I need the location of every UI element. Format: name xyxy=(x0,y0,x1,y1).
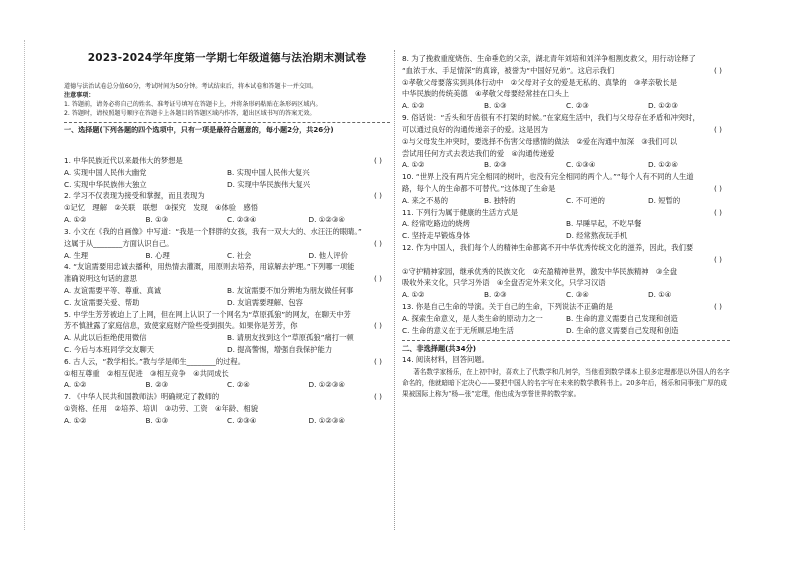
option-a: A. ①② xyxy=(64,380,87,390)
question xyxy=(402,207,730,242)
options xyxy=(402,313,730,337)
question-text: 6. 古人云，“教学相长。”教与学是师生________的过程。 xyxy=(64,356,246,366)
exam-notice xyxy=(64,82,390,135)
options xyxy=(64,214,390,226)
option-b: B. 独特的 xyxy=(484,195,516,205)
left-column xyxy=(64,155,390,427)
option-b: B. 早睡早起，不吃早餐 xyxy=(566,219,642,229)
option-c: C. 今后与本班同学交友聊天 xyxy=(64,345,154,354)
question-text: 路，每个人的生命都不可替代。”这体现了生命是 xyxy=(402,183,556,193)
option-a: A. 从此以后拒绝使用微信 xyxy=(64,333,147,343)
option-a: A. ①② xyxy=(64,215,87,225)
option-d: D. 他人评价 xyxy=(308,250,348,260)
options xyxy=(64,167,390,191)
option-c: C. 实现中华民族伟大独立 xyxy=(64,179,147,189)
option-a: A. 生理 xyxy=(64,250,89,260)
question-text: 这属于从________方面认识自己。 xyxy=(64,238,174,248)
question-stem: 10. “世界上没有两片完全相同的树叶，也没有完全相同的两个人。”“每个人有不同的人生道 xyxy=(402,172,694,182)
option-d: D. ①②③④ xyxy=(308,380,345,390)
divider xyxy=(64,122,390,123)
question-stem-cont xyxy=(64,320,390,332)
question-text: 11. 下列行为属于健康的生活方式是 xyxy=(402,207,519,217)
question-stem xyxy=(64,155,390,167)
divider xyxy=(402,340,730,341)
question xyxy=(64,190,390,225)
option-c: C. ①③④ xyxy=(566,160,596,170)
option-b: B. 友谊需要不加分辨地为朋友做任何事 xyxy=(227,285,354,295)
answer-paren: ( ) xyxy=(373,392,382,402)
option-a: A. ①② xyxy=(402,290,425,300)
option-c: C. ③④ xyxy=(566,290,589,300)
statement-list: ①孝敬父母要落实到具体行动中 ②父母对子女的爱是无私的、真挚的 ③孝亲敬长是 xyxy=(402,77,678,87)
statement-list: ①资格、任用 ②培养、培训 ③功劳、工资 ④年龄、相貌 xyxy=(64,404,258,414)
statement-list: ①与父母发生冲突时，要选择不伤害父母感情的做法 ②爱在沟通中加深 ③我们可以 xyxy=(402,136,678,146)
option-a: A. 来之不易的 xyxy=(402,195,448,205)
question-stem: 9. 俗话说：“舌头和牙齿很有不打架的时候。”在家庭生活中，我们与父母存在矛盾和冲突时， xyxy=(402,113,700,123)
question xyxy=(402,301,730,336)
option-b: B. ②③ xyxy=(145,380,169,390)
answer-paren: ( ) xyxy=(713,207,722,217)
answer-paren: ( ) xyxy=(713,124,722,134)
question-stem: 5. 中学生芳芳被迫上了上网，但在网上认识了一个网名为“草原孤狼”的网友，在聊天中芳 xyxy=(64,309,351,319)
options xyxy=(64,415,390,427)
question-stem xyxy=(64,356,390,368)
question xyxy=(64,356,390,391)
question-text: “血浓于水、手足情深”的真谛，被誉为“中国好兄弟”。这启示我们 xyxy=(402,65,615,75)
question-stem: 8. 为了挽救重度烧伤、生命垂危的父亲，湖北青年刘培和刘洋争相割皮救父，用行动诠释了 xyxy=(402,54,696,63)
option-d: D. ①②③ xyxy=(648,101,678,111)
section-choice-heading: 一、选择题(下列各题的四个选项中，只有一项是最符合题意的，每小题2分，共26分) xyxy=(64,124,334,134)
option-a: A. ①② xyxy=(64,415,87,425)
answer-paren: ( ) xyxy=(713,254,722,264)
answer-paren: ( ) xyxy=(373,238,382,248)
question-text: 芳不慎泄露了家庭信息，致使家庭财产险些受到损失。如果你是芳芳，你 xyxy=(64,321,298,331)
answer-paren: ( ) xyxy=(713,65,722,75)
option-a: A. 实现中国人民伟大幽党 xyxy=(64,167,147,177)
right-column xyxy=(402,53,730,401)
answer-paren: ( ) xyxy=(373,356,382,366)
notice-item: 1. 答题前，请务必将自己的姓名、准考证号填写在答题卡上，并将条形码粘贴在条形码区域内。 xyxy=(64,101,322,109)
option-d: D. 短暂的 xyxy=(648,195,681,205)
question-text: 准确说明这句话的意思 xyxy=(64,274,137,284)
answer-paren: ( ) xyxy=(373,274,382,284)
options xyxy=(402,218,730,242)
options xyxy=(402,195,730,207)
question xyxy=(64,226,390,261)
column-divider xyxy=(394,50,395,530)
question xyxy=(64,309,390,356)
option-b: B. ①③ xyxy=(484,101,507,111)
option-d: D. 实现中华民族伟大复兴 xyxy=(227,179,311,189)
option-c: C. 生命的意义在于无所顾忌地生活 xyxy=(402,325,514,335)
question-stem: 4. “友谊需要用忠诚去播种，用热情去灌溉，用原则去培养，用谅解去护理。”下列哪一项能 xyxy=(64,262,355,272)
question-stem xyxy=(402,301,730,313)
question-stem-cont xyxy=(402,254,730,266)
option-d: D. 提高警惕，增强自我保护能力 xyxy=(227,345,333,354)
option-d: D. ①②④ xyxy=(648,160,678,170)
option-c: C. ②④ xyxy=(227,380,250,390)
question xyxy=(402,112,730,171)
option-d: D. 经常熬夜玩手机 xyxy=(566,231,628,241)
question-text: 1. 中华民族近代以来最伟大的梦想是 xyxy=(64,156,183,165)
question xyxy=(64,155,390,190)
question-stem xyxy=(64,391,390,403)
option-a: A. 经常吃路边的烧烤 xyxy=(402,219,470,229)
option-c: C. ②③④ xyxy=(227,215,257,225)
option-a: A. 探索生命意义，是人类生命的原动力之一 xyxy=(402,313,543,323)
answer-paren: ( ) xyxy=(373,321,382,331)
question-stem: 3. 小文在《我的自画像》中写道：“我是一个胖胖的女孩，我有一双大大的、水汪汪的眼睛。” xyxy=(64,226,362,236)
option-b: B. ①③ xyxy=(145,215,169,225)
option-d: D. ①④ xyxy=(648,290,672,300)
option-b: B. 实现中国人民伟大复兴 xyxy=(227,167,310,177)
statement-list: ①记忆 理解 ②关联 联想 ③探究 发现 ④体验 感悟 xyxy=(64,203,258,213)
notice-heading: 注意事项： xyxy=(64,92,95,100)
answer-paren: ( ) xyxy=(713,302,722,312)
question-text: 可以通过良好的沟通传递亲子的爱。这是因为 xyxy=(402,124,548,134)
question-stem: 14. 阅读材料，回答问题。 xyxy=(402,355,489,365)
answer-paren: ( ) xyxy=(713,183,722,193)
question-stem-cont xyxy=(402,124,730,136)
statement-list: 尝试用任何方式去表达我们的爱 ④沟通传递爱 xyxy=(402,148,555,158)
option-b: B. ②③ xyxy=(484,160,507,170)
statement-list: 中华民族的传统美德 ④孝敬父母要经常挂在口头上 xyxy=(402,89,570,99)
section-non-choice-heading: 二、非选择题(共34分) xyxy=(402,343,477,353)
options xyxy=(64,285,390,309)
option-a: A. 友谊需要平等、尊重、真诚 xyxy=(64,285,162,295)
answer-paren: ( ) xyxy=(373,156,382,165)
statement-list: ①相互尊重 ②相互促进 ③相互竞争 ④共同成长 xyxy=(64,368,229,378)
exam-title: 2023-2024学年度第一学期七年级道德与法治期末测试卷 xyxy=(87,52,367,64)
options xyxy=(402,100,730,112)
option-d: D. ①②③④ xyxy=(308,215,345,225)
option-b: B. ②③ xyxy=(484,290,507,300)
option-b: B. 请朋友找到这个“草原孤狼”痛打一顿 xyxy=(227,333,354,343)
question xyxy=(402,242,730,301)
options xyxy=(64,332,390,356)
question-stem-cont xyxy=(402,183,730,195)
question xyxy=(402,53,730,112)
option-b: B. ①③ xyxy=(145,415,169,425)
notice-item: 2. 答题时，请按照题号顺序在答题卡上各题目的答题区域内作答，超出区域书写的答案无效。 xyxy=(64,110,316,118)
binding-margin xyxy=(8,40,25,530)
question-text: 13. 你是自己生命的导演。关于自己的生命，下列说法不正确的是 xyxy=(402,302,613,312)
option-c: C. 坚持走早锻炼身体 xyxy=(402,231,471,241)
reading-passage: 著名数学家杨乐，在上初中时，喜欢上了代数学和几何学，当他看到数学课本上很多定理都是以外国人的名字命名的，他就暗暗下定决心——要把中国人的名字写在未来的数学教科书上。20多年后，杨乐和同事张广厚的成果被国际上称为“杨—张”定理，他也成为享誉世界的数学家。 xyxy=(402,367,730,399)
question-stem xyxy=(64,190,390,202)
option-d: D. ①②③④ xyxy=(308,415,345,425)
option-b: B. 心理 xyxy=(145,250,170,260)
notice-intro: 道德与法治试卷总分值60分，考试时间为50分钟。考试结束后，将本试卷和答题卡一并交回。 xyxy=(64,83,318,90)
option-c: C. ②③④ xyxy=(227,415,257,425)
option-d: D. 生命的意义需要自己发现和创造 xyxy=(566,325,679,335)
options xyxy=(402,159,730,171)
option-a: A. ①② xyxy=(402,160,425,170)
question xyxy=(64,261,390,308)
options xyxy=(64,379,390,391)
statement-list: 吸收外来文化，只学习外语 ④全盘否定外来文化，只学习汉语 xyxy=(402,278,606,288)
question-stem-cont xyxy=(64,273,390,285)
question-text: 7. 《中华人民共和国教师法》明确规定了教师的 xyxy=(64,392,220,402)
option-a: A. ①② xyxy=(402,101,425,111)
question-text: 2. 学习不仅表现为接受和掌握，而且表现为 xyxy=(64,191,205,201)
options xyxy=(402,289,730,301)
option-c: C. 友谊需要关爱、帮助 xyxy=(64,297,140,307)
options xyxy=(64,250,390,262)
option-c: C. ②③ xyxy=(566,101,589,111)
statement-list: ①守护精神家园，继承优秀的民族文化 ②充盈精神世界，激发中华民族精神 ③全盘 xyxy=(402,266,678,276)
question xyxy=(64,391,390,426)
question-stem xyxy=(402,207,730,219)
question-stem: 12. 作为中国人，我们每个人的精神生命都离不开中华优秀传统文化的滋养，因此，我们要 xyxy=(402,243,694,252)
option-c: C. 社会 xyxy=(227,250,252,260)
answer-paren: ( ) xyxy=(373,191,382,201)
question-stem-cont xyxy=(64,238,390,250)
option-b: B. 生命的意义需要自己发现和创造 xyxy=(566,313,678,323)
option-d: D. 友谊需要理解、包容 xyxy=(227,297,303,307)
question xyxy=(402,171,730,206)
option-c: C. 不可逆的 xyxy=(566,195,605,205)
question-stem-cont xyxy=(402,65,730,77)
